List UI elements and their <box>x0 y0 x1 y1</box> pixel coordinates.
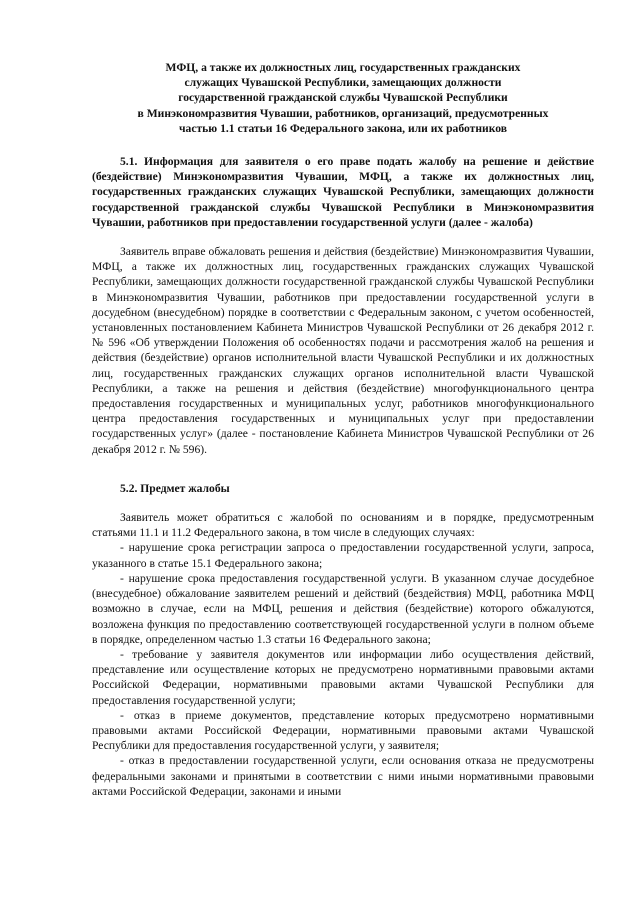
heading-line: в Минэкономразвития Чувашии, работников, организаций, предусмотренных <box>137 106 549 120</box>
heading-line: служащих Чувашской Республики, замещающих должности <box>184 76 502 90</box>
document-page <box>92 60 594 799</box>
list-item: - отказ в приеме документов, представление которых предусмотрено нормативными правовыми актами Российской Федерации, нормативными правовыми актами Чувашской Республики для предоставления государственной услуги, у заявителя; <box>92 708 594 753</box>
list-item: - нарушение срока предоставления государственной услуги. В указанном случае досудебное (внесудебное) обжалование заявителем решений и действий (бездействия) МФЦ, работника МФЦ возможно в случае, если на МФЦ, решения и действия (бездействие) которого обжалуются, возложена функция по предоставлению соответствующей государственной услуги в полном объеме в порядке, определенном частью 1.3 статьи 16 Федерального закона; <box>92 571 594 646</box>
section-5-1-title: 5.1. Информация для заявителя о его праве подать жалобу на решение и действие (бездействие) Минэкономразвития Чувашии, МФЦ, а также их должностных лиц, государственных гражданских служащих Чувашской Республики, замещающих должности государственной гражданской службы Чувашской Республики в Минэкономразвития Чувашии, работников при предоставлении государственной услуги (далее - жалоба) <box>92 155 594 229</box>
list-item: - требование у заявителя документов или информации либо осуществления действий, представление или осуществление которых не предусмотрено нормативными правовыми актами Российской Федерации, нормативными правовыми актами Чувашской Республики для предоставления государственной услуги; <box>92 647 594 707</box>
section-5-2-title: 5.2. Предмет жалобы <box>120 481 230 495</box>
document-heading <box>92 60 594 136</box>
list-item: - отказ в предоставлении государственной услуги, если основания отказа не предусмотрены федеральными законами и принятыми в соответствии с ними иными нормативными правовыми актами Российской Федерации, законами и иными <box>92 754 594 798</box>
heading-line: частью 1.1 статьи 16 Федерального закона, или их работников <box>179 121 507 135</box>
heading-line: МФЦ, а также их должностных лиц, государственных гражданских <box>165 61 521 74</box>
section-5-2-intro: Заявитель может обратиться с жалобой по основаниям и в порядке, предусмотренным статьями 11.1 и 11.2 Федерального закона, в том числе в следующих случаях: <box>92 511 594 540</box>
heading-line: государственной гражданской службы Чувашской Республики <box>178 91 508 105</box>
section-5-1-body: Заявитель вправе обжаловать решения и действия (бездействие) Минэкономразвития Чувашии, МФЦ, а также их должностных лиц, государственных гражданских служащих Чувашской Республики, замещающих должности государственной гражданской службы Чувашской Республики в Минэкономразвития Чувашии, работников при предоставлении государственной услуги в досудебном (внесудебном) порядке в соответствии с Федеральным законом, с учетом особенностей, установленных постановлением Кабинета Министров Чувашской Республики от 26 декабря 2012 г. № 596 «Об утверждении Положения об особенностях подачи и рассмотрения жалоб на решения и действия (бездействие) органов исполнительной власти Чувашской Республики и их должностных лиц, государственных гражданских служащих органов исполнительной власти Чувашской Республики, а также на решения и действия (бездействие) многофункционального центра предоставления государственных и муниципальных услуг, работников многофункционального центра предоставления государственных и муниципальных услуг при предоставлении государственных услуг» (далее - постановление Кабинета Министров Чувашской Республики от 26 декабря 2012 г. № 596). <box>92 245 594 456</box>
list-item: - нарушение срока регистрации запроса о предоставлении государственной услуги, запроса, указанного в статье 15.1 Федерального закона; <box>92 541 594 570</box>
